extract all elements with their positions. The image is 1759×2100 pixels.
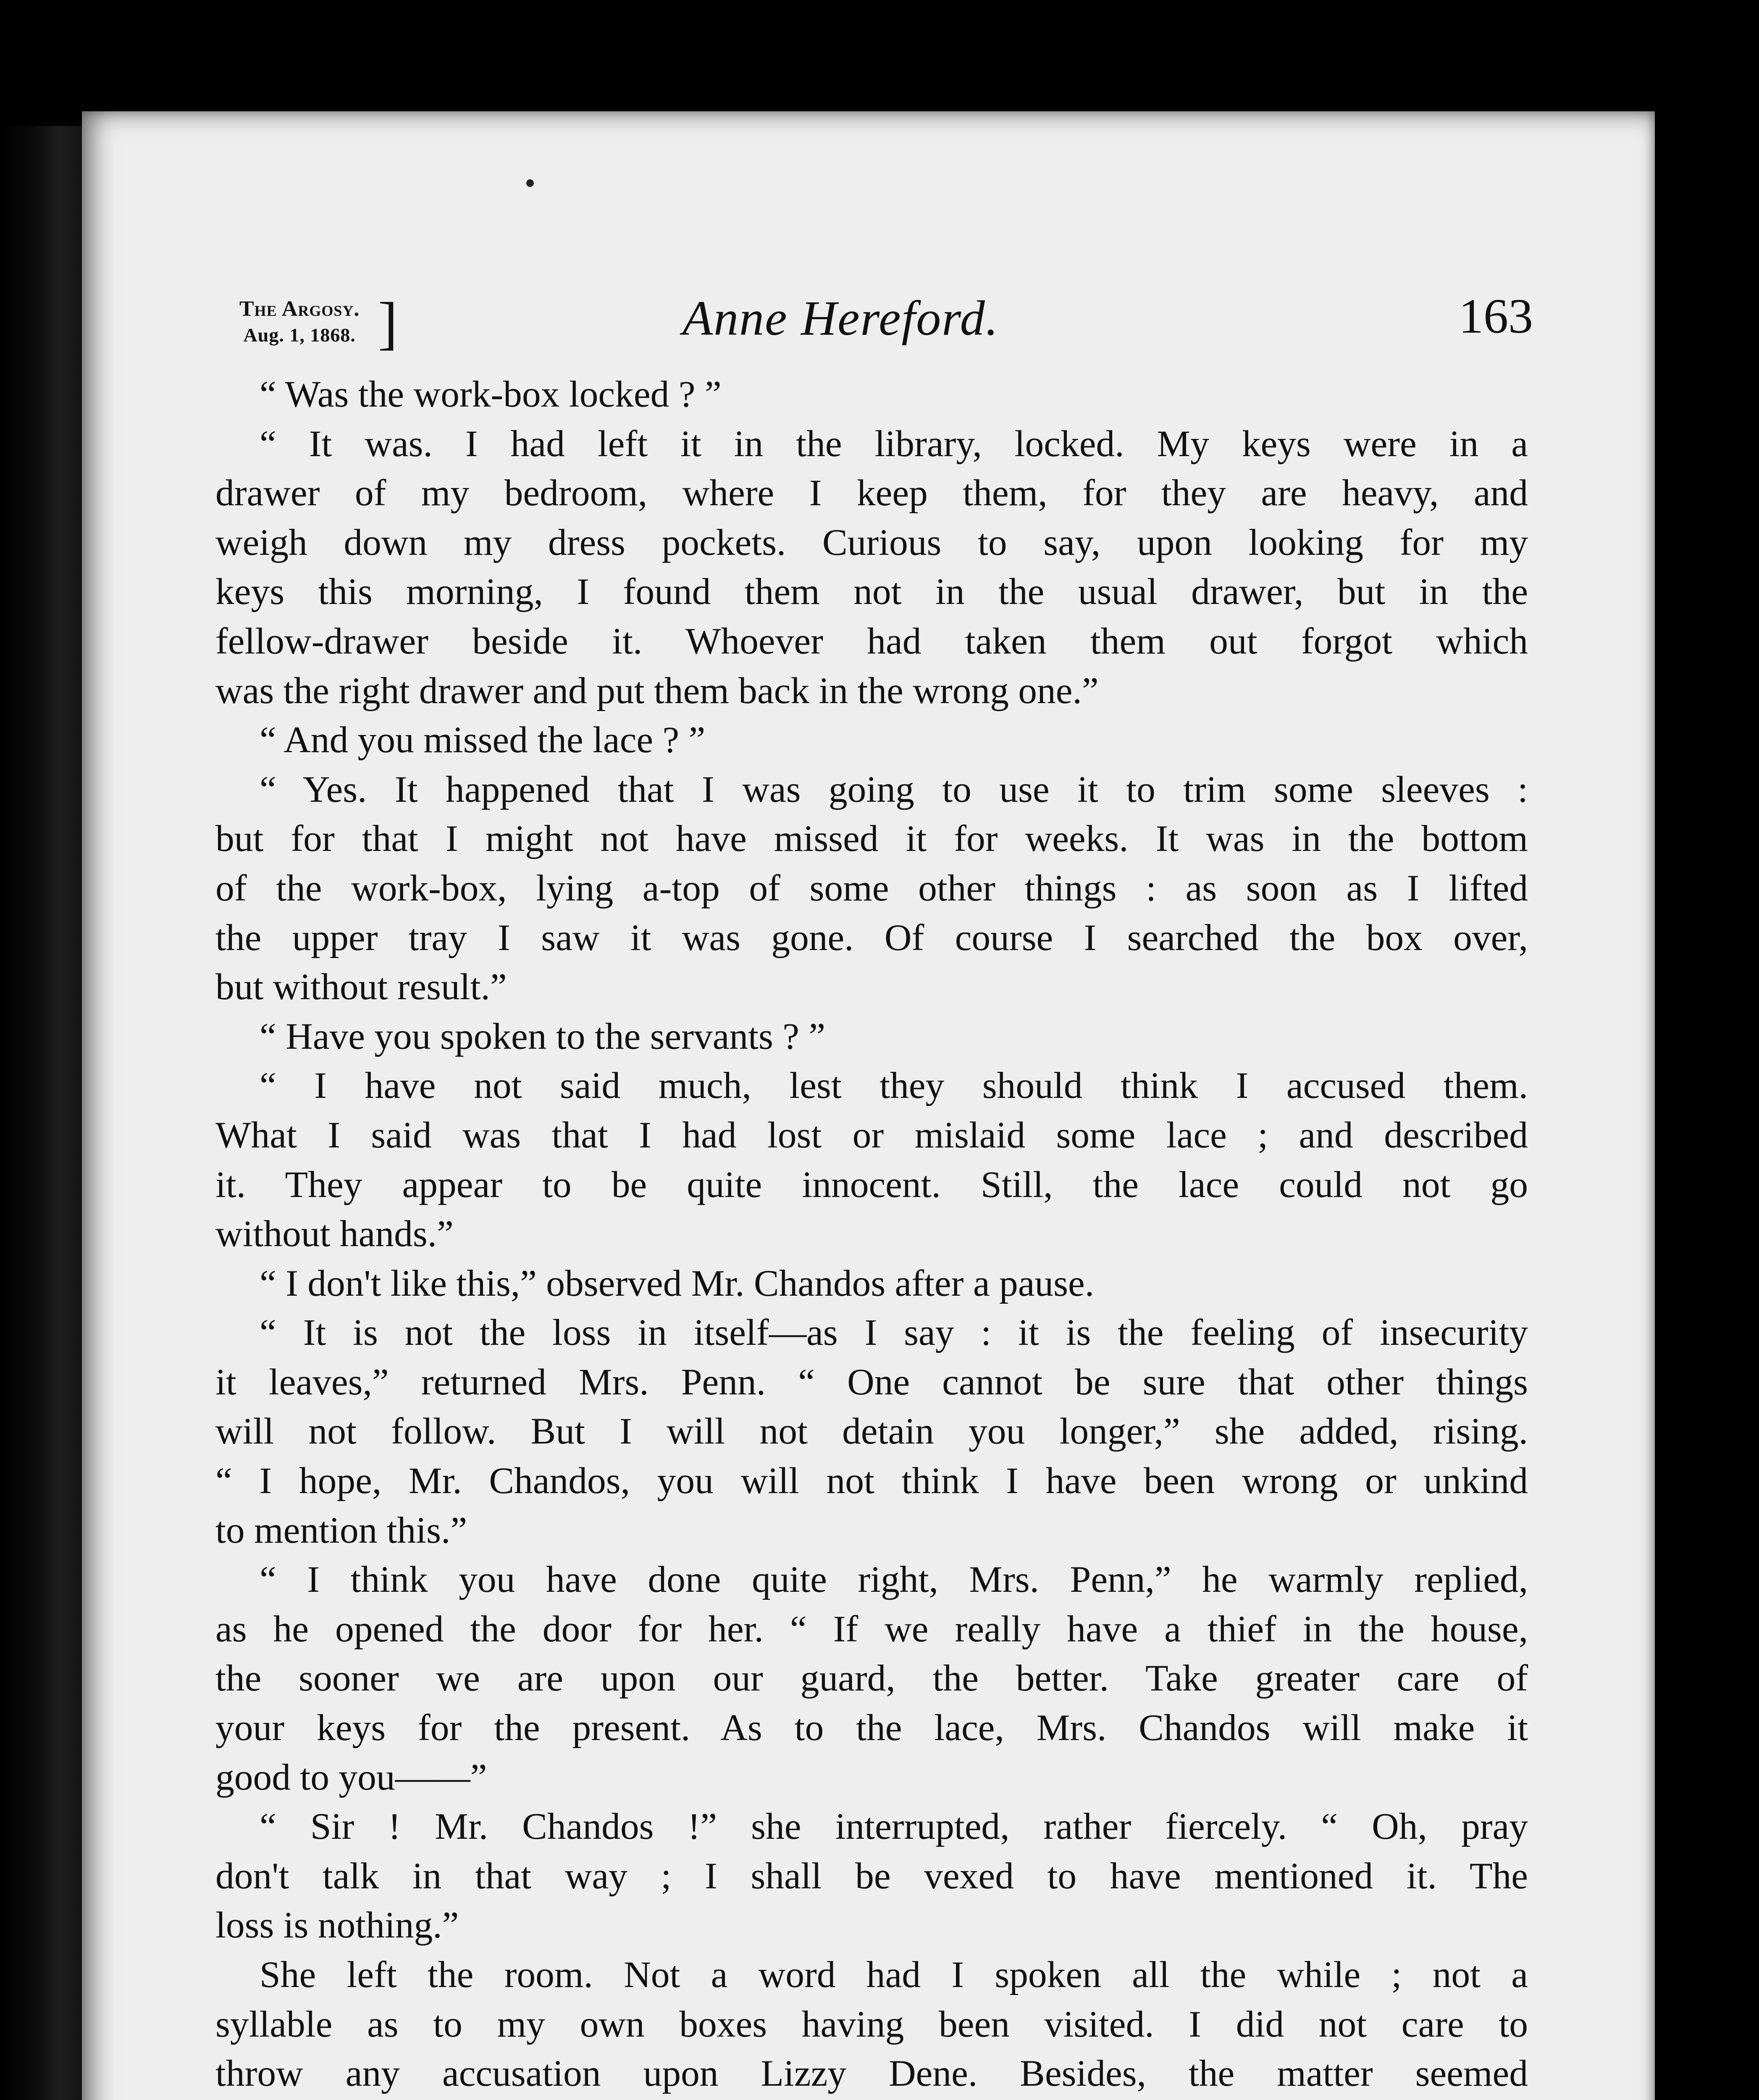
text-line: “ And you missed the lace ? ” [260, 719, 706, 761]
body-text [215, 370, 1528, 2100]
text-line: keys this morning, I found them not in the usual drawer, but in the [215, 571, 1528, 613]
issue-date: Aug. 1, 1868. [243, 324, 356, 346]
journal-name: The Argosy. [239, 297, 360, 321]
text-line: throw any accusation upon Lizzy Dene. Besides, the matter seemed [215, 2053, 1528, 2095]
running-header [239, 277, 1533, 374]
text-line: without hands.” [215, 1213, 454, 1255]
text-line: “ I don't like this,” observed Mr. Chandos after a pause. [260, 1262, 1095, 1304]
text-line: to mention this.” [215, 1509, 467, 1551]
running-title: Anne Hereford. [683, 291, 999, 346]
text-line: good to you——” [215, 1756, 487, 1798]
text-line: the upper tray I saw it was gone. Of course I searched the box over, [215, 916, 1528, 958]
text-line: loss is nothing.” [215, 1904, 459, 1946]
text-line: your keys for the present. As to the lace, Mrs. Chandos will make it [215, 1707, 1528, 1749]
text-line: “ I have not said much, lest they should think I accused them. [260, 1065, 1528, 1107]
text-line: will not follow. But I will not detain you longer,” she added, rising. [215, 1410, 1528, 1452]
text-line: “ Yes. It happened that I was going to use it to trim some sleeves : [260, 768, 1528, 810]
text-line: the sooner we are upon our guard, the better. Take greater care of [215, 1657, 1528, 1699]
text-line: it. They appear to be quite innocent. Still, the lace could not go [215, 1163, 1528, 1205]
header-bracket: ] [378, 291, 398, 356]
text-line: syllable as to my own boxes having been visited. I did not care to [215, 2003, 1528, 2045]
book-page [82, 111, 1655, 2100]
text-line: of the work-box, lying a-top of some other things : as soon as I lifted [215, 867, 1528, 909]
text-line: weigh down my dress pockets. Curious to say, upon looking for my [215, 521, 1528, 563]
text-line: as he opened the door for her. “ If we really have a thief in the house, [215, 1608, 1528, 1650]
text-line: it leaves,” returned Mrs. Penn. “ One cannot be sure that other things [215, 1361, 1528, 1403]
text-line: don't talk in that way ; I shall be vexed to have mentioned it. The [215, 1855, 1528, 1897]
text-line: drawer of my bedroom, where I keep them, for they are heavy, and [215, 472, 1528, 514]
text-line: “ Sir ! Mr. Chandos !” she interrupted, rather fiercely. “ Oh, pray [260, 1806, 1528, 1848]
text-line: fellow-drawer beside it. Whoever had taken them out forgot which [215, 620, 1528, 662]
ink-speck [526, 179, 534, 187]
text-line [215, 2098, 1528, 2100]
text-line: but for that I might not have missed it for weeks. It was in the bottom [215, 818, 1528, 860]
text-line: “ It was. I had left it in the library, locked. My keys were in a [260, 423, 1528, 465]
page-number: 163 [1459, 289, 1533, 344]
text-line: “ It is not the loss in itself—as I say : it is the feeling of insecurity [260, 1312, 1528, 1354]
text-line: “ Have you spoken to the servants ? ” [260, 1015, 826, 1057]
journal-citation [239, 296, 360, 348]
text-line: “ I think you have done quite right, Mrs. Penn,” he warmly replied, [260, 1559, 1528, 1601]
text-line: but without result.” [215, 966, 507, 1008]
text-line: “ Was the work-box locked ? ” [260, 373, 722, 415]
text-line: She left the room. Not a word had I spoken all the while ; not a [260, 1954, 1528, 1995]
text-line: “ I hope, Mr. Chandos, you will not think I have been wrong or unkind [215, 1460, 1528, 1502]
text-line: was the right drawer and put them back in the wrong one.” [215, 669, 1099, 711]
text-line: What I said was that I had lost or mislaid some lace ; and described [215, 1114, 1528, 1156]
